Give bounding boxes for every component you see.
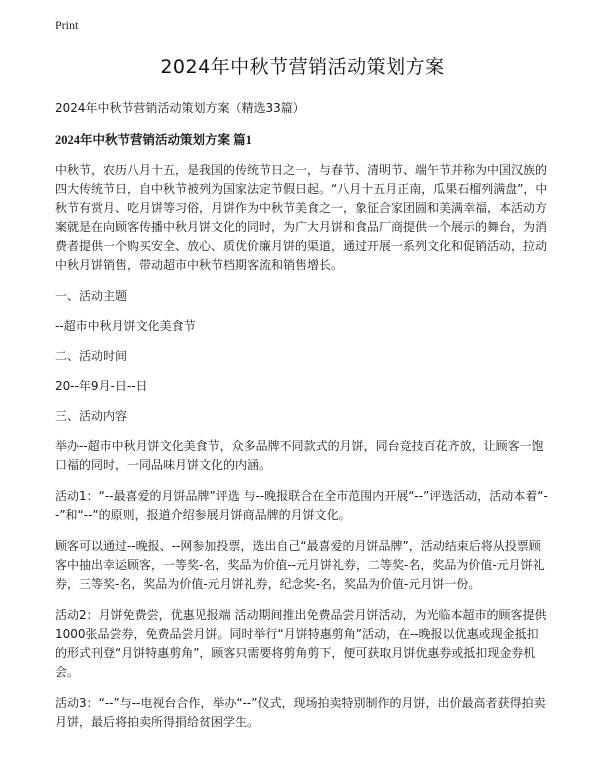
document-body <box>55 52 550 744</box>
activity-theme-text: --超市中秋月饼文化美食节 <box>55 319 196 333</box>
intro-paragraph: 中秋节，农历八月十五，是我国的传统节日之一，与春节、清明节、端午节并称为中国汉族的四大传统节日，自中秋节被列为国家法定节假日起。“八月十五月正南，瓜果石榴列满盘”，中秋节有赏月、吃月饼等习俗，月饼作为中秋节美食之一，象征合家团圆和美满幸福，本活动方案就是在向顾客传播中秋月饼文化的同时，为广大月饼和食品厂商提供一个展示的舞台，为消费者提供一个购买安全、放心、质优价廉月饼的渠道，通过开展一系列文化和促销活动，拉动中秋月饼销售，带动超市中秋节档期客流和销售增长。 <box>55 163 548 272</box>
heading-activity-content: 三、活动内容 <box>55 409 128 423</box>
activity-3-paragraph: 活动3：“--”与--电视台合作，举办“--”仪式，现场拍卖特别制作的月饼，出价最高者获得拍卖月饼，最后将拍卖所得捐给贫困学生。 <box>55 696 546 729</box>
document-subtitle: 2024年中秋节营销活动策划方案（精选33篇） <box>55 101 305 115</box>
voting-paragraph: 顾客可以通过--晚报、--网参加投票，选出自己“最喜爱的月饼品牌”，活动结束后将从投票顾客中抽出幸运顾客，一等奖-名，奖品为价值--元月饼礼券，二等奖-名，奖品为价值-元月饼礼券，三等奖-名，奖品为价值-元月饼礼券，纪念奖-名，奖品为价值-元月饼一份。 <box>55 539 545 591</box>
document-title: 2024年中秋节营销活动策划方案 <box>160 56 445 78</box>
activity-time-text: 20--年9月-日--日 <box>55 379 148 393</box>
heading-activity-theme: 一、活动主题 <box>55 289 128 303</box>
activity-2-paragraph: 活动2：月饼免费尝，优惠见报端 活动期间推出免费品尝月饼活动，为光临本超市的顾客提供1000张品尝券，免费品尝月饼。同时举行“月饼特惠剪角”活动，在--晚报以优惠或现金抵扣的形式刊登“月饼特惠剪角”，顾客只需要将剪角剪下，便可获取月饼优惠券或抵扣现金券机会。 <box>55 608 547 679</box>
activity-1-paragraph: 活动1：“--最喜爱的月饼品牌”评选 与--晚报联合在全市范围内开展“--”评选活动，活动本着“--”和“--”的原则，报道介绍参展月饼商品牌的月饼文化。 <box>55 489 548 522</box>
heading-activity-time: 二、活动时间 <box>55 349 128 363</box>
activity-content-paragraph: 举办--超市中秋月饼文化美食节，众多品牌不同款式的月饼，同台竞技百花齐放，让顾客一饱口福的同时，一同品味月饼文化的内涵。 <box>55 439 544 472</box>
section-heading: 2024年中秋节营销活动策划方案 篇1 <box>55 133 252 147</box>
print-label: Print <box>55 18 79 32</box>
